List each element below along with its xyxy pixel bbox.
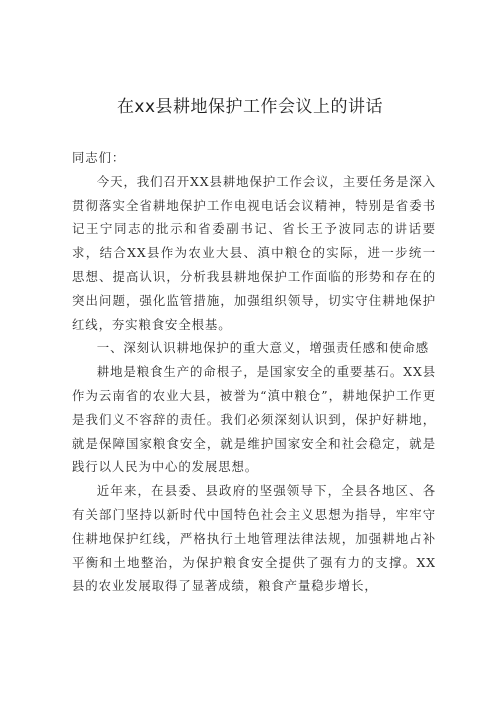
document-title: 在xx县耕地保护工作会议上的讲话 <box>116 97 384 117</box>
document-body <box>72 146 436 598</box>
paragraph-significance: 耕地是粮食生产的命根子，是国家安全的重要基石。XX县作为云南省的农业大县，被誉为“滇中粮仓”，耕地保护工作更是我们义不容辞的责任。我们必须深刻认识到，保护好耕地，就是保障国家粮食安全，就是维护国家安全和社会稳定，就是践行以人民为中心的发展思想。 <box>72 364 436 475</box>
salutation: 同志们： <box>72 150 126 165</box>
paragraph-achievements: 近年来，在县委、县政府的坚强领导下，全县各地区、各有关部门坚持以新时代中国特色社会主义思想为指导，牢牢守住耕地保护红线，严格执行土地管理法律法规，加强耕地占补平衡和土地整治，为保护粮食安全提供了强有力的支撑。XX县的农业发展取得了显著成绩，粮食产量稳步增长， <box>72 483 436 594</box>
paragraph-intro: 今天，我们召开XX县耕地保护工作会议，主要任务是深入贯彻落实全省耕地保护工作电视电话会议精神，特别是省委书记王宁同志的批示和省委副书记、省长王予波同志的讲话要求，结合XX县作为农业大县、滇中粮仓的实际，进一步统一思想、提高认识，分析我县耕地保护工作面临的形势和存在的突出问题，强化监管措施，加强组织领导，切实守住耕地保护红线，夯实粮食安全根基。 <box>72 173 436 332</box>
section-heading-1: 一、深刻认识耕地保护的重大意义，增强责任感和使命感 <box>96 340 430 356</box>
